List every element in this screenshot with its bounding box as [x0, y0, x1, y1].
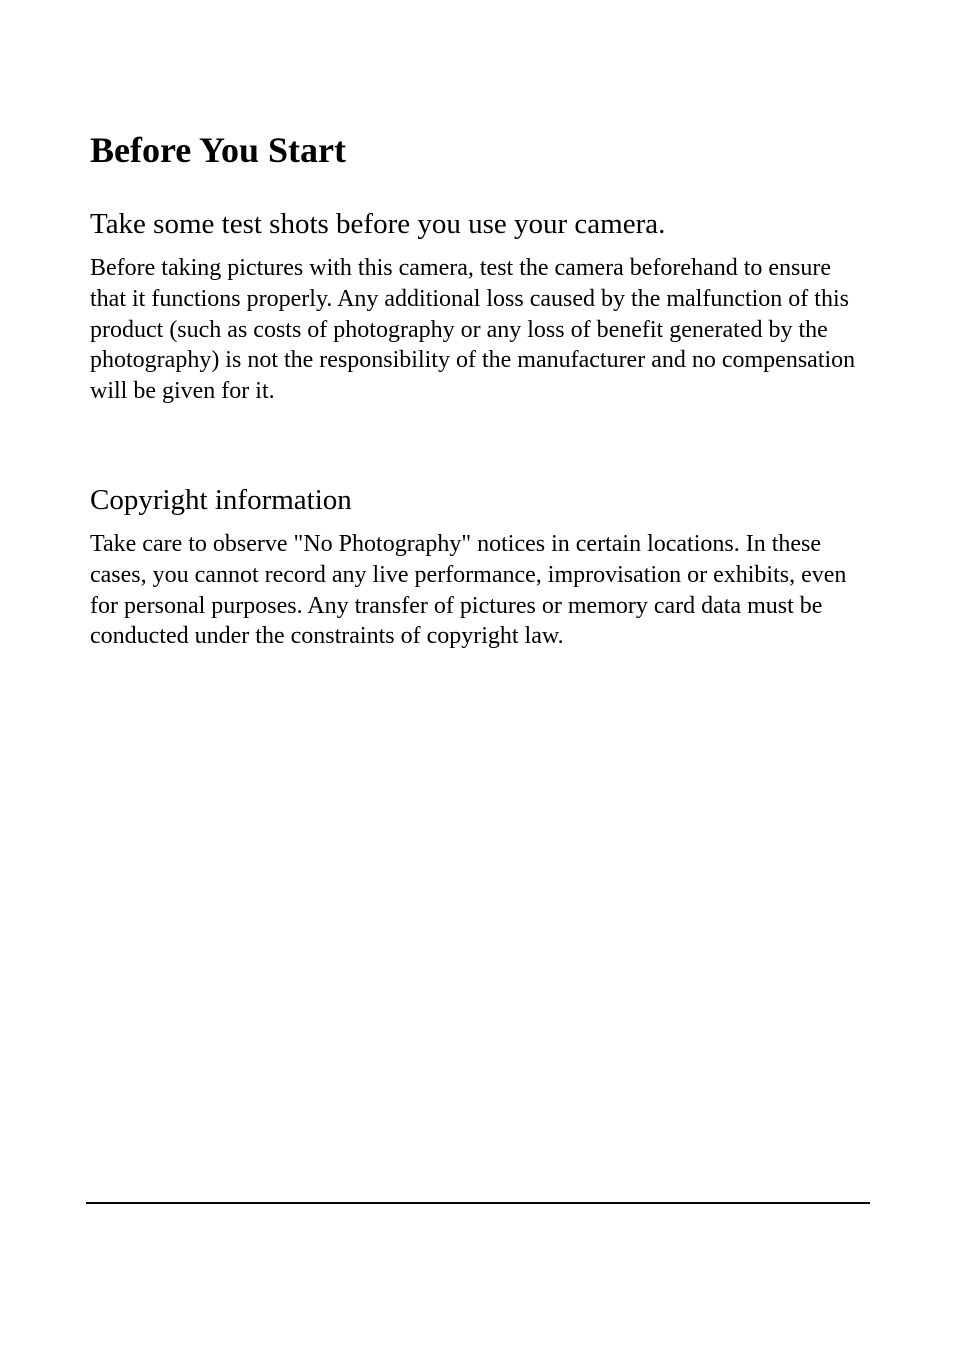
footer-divider: [86, 1202, 870, 1204]
page-content: [90, 126, 865, 652]
section-heading-test-shots: Take some test shots before you use your camera.: [90, 208, 666, 240]
section-body-copyright: Take care to observe "No Photography" notices in certain locations. In these cases, you cannot record any live performance, improvisation or exhibits, even for personal purposes. Any transfer of pictures or memory card data must be conducted under the constraints of copyright law.: [90, 530, 847, 650]
page-title: Before You Start: [90, 130, 346, 170]
section-body-test-shots: Before taking pictures with this camera, test the camera beforehand to ensure that it functions properly. Any additional loss caused by the malfunction of this product (such as costs of photography or any loss of benefit generated by the photography) is not the responsibility of the manufacturer and no compensation will be given for it.: [90, 255, 856, 405]
section-heading-copyright: Copyright information: [90, 483, 352, 516]
